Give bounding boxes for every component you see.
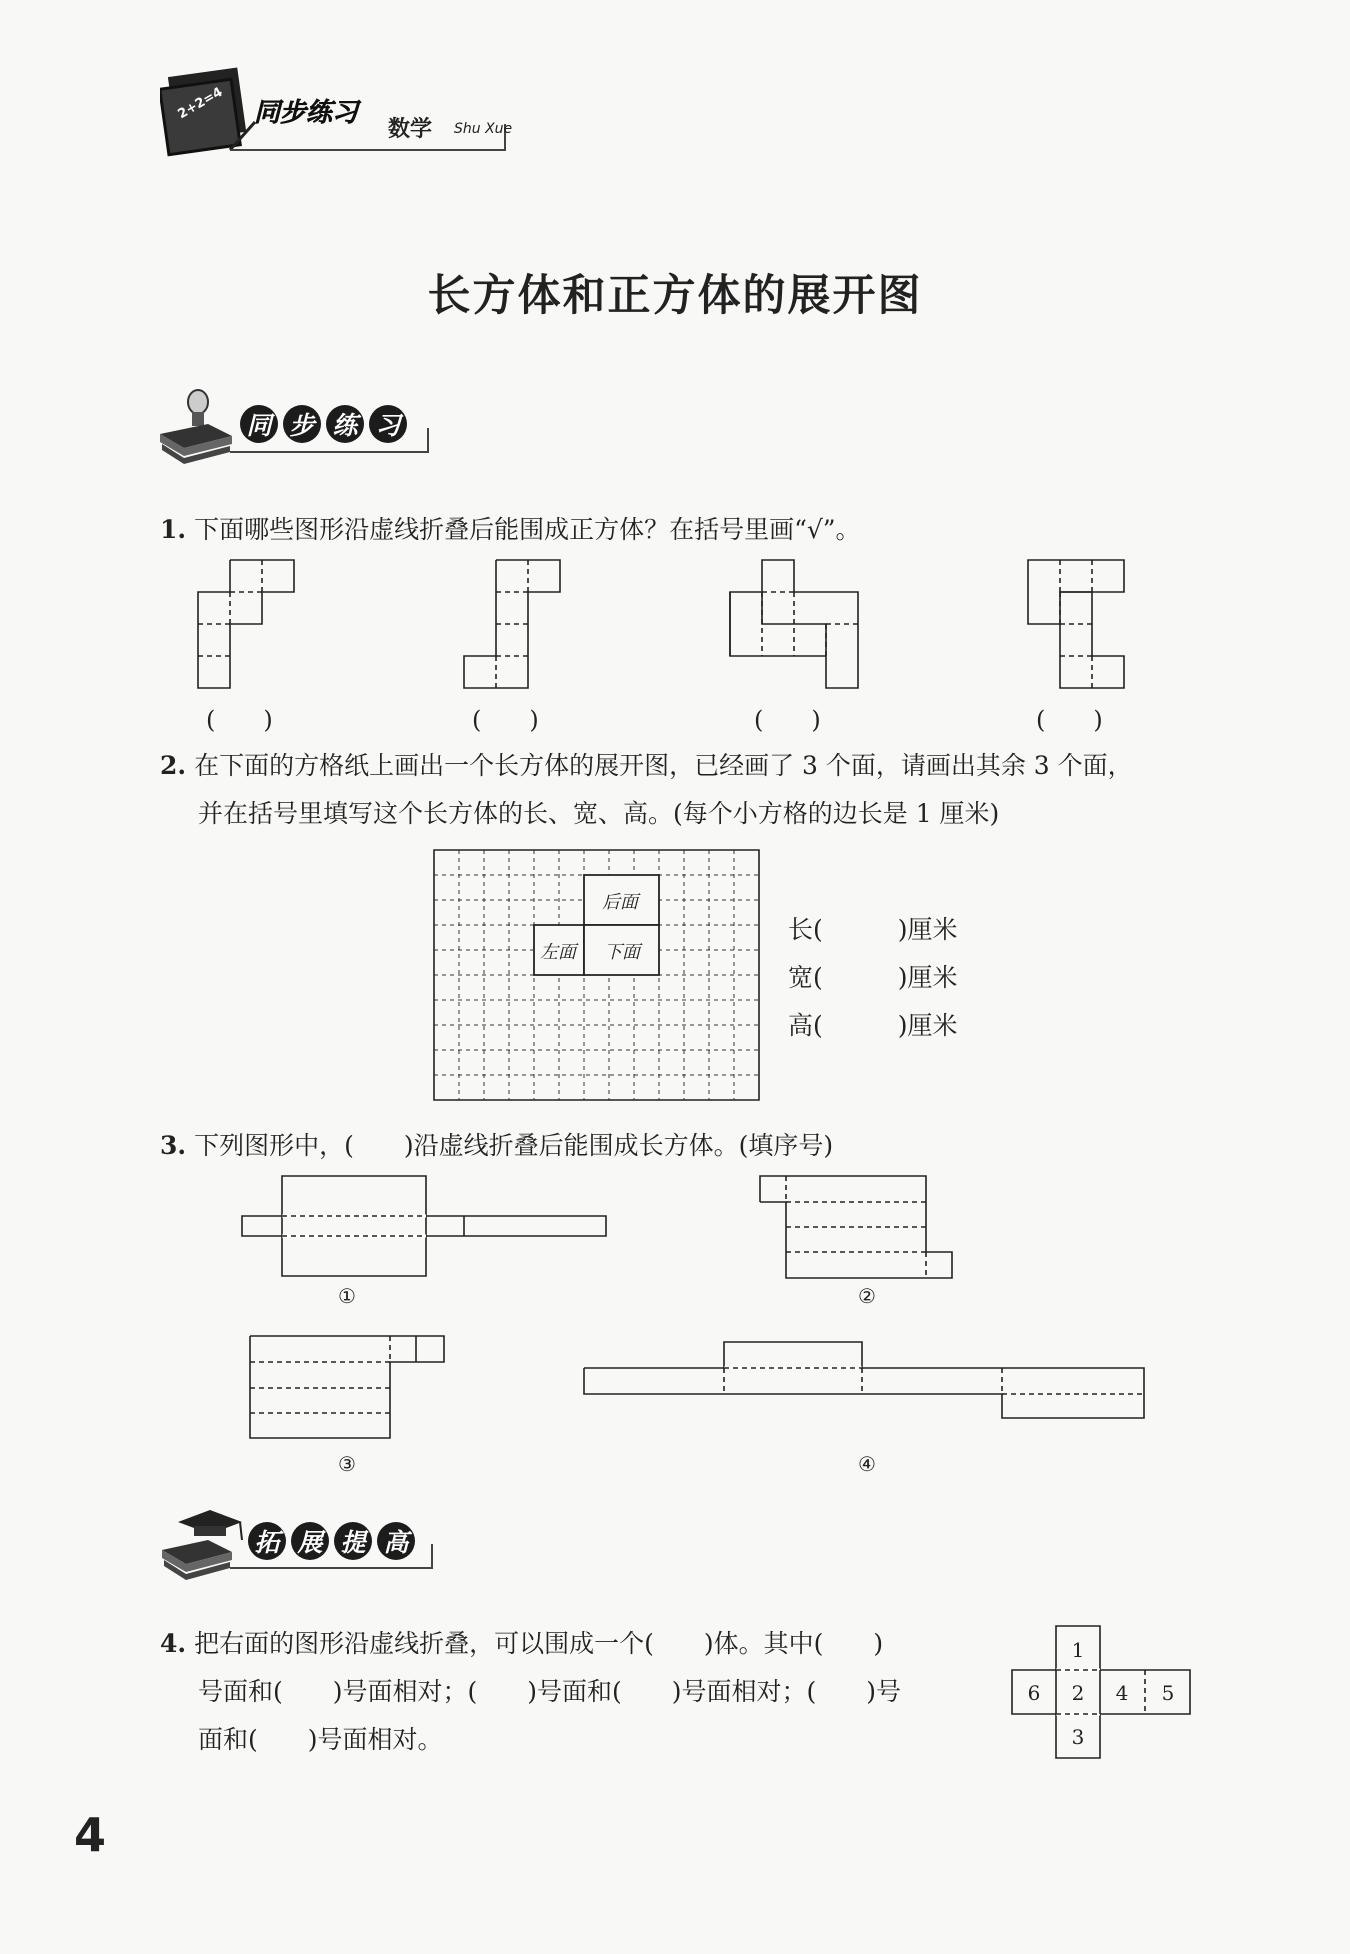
figure-label-2: ② — [858, 1284, 876, 1308]
figure-label-1: ① — [338, 1284, 356, 1308]
question-4-line-3: 面和( )号面相对。 — [198, 1725, 443, 1754]
page-number: 4 — [74, 1808, 107, 1862]
badge-char: 拓 — [248, 1522, 286, 1560]
net-face-2: 2 — [1071, 1681, 1085, 1705]
question-text: 下列图形中，( )沿虚线折叠后能围成长方体。(填序号) — [194, 1131, 834, 1160]
question-number: 3. — [160, 1131, 187, 1160]
face-bottom-label: 下面 — [604, 942, 640, 963]
series-name: 同步练习 — [254, 98, 359, 128]
subject-name: 数学 — [388, 117, 433, 142]
badge-char: 提 — [334, 1522, 372, 1560]
net-face-4: 4 — [1115, 1681, 1129, 1705]
board-text: 2+2=4 — [175, 84, 226, 123]
badge-char: 同 — [240, 405, 278, 443]
badge-char: 练 — [326, 405, 364, 443]
height-answer[interactable]: 高( )厘米 — [788, 1011, 958, 1040]
question-number: 4. — [160, 1629, 187, 1658]
net-face-3: 3 — [1071, 1725, 1085, 1749]
question-text: 下面哪些图形沿虚线折叠后能围成正方体？在括号里画“√”。 — [194, 515, 861, 544]
question-4-line-2: 号面和( )号面相对；( )号面和( )号面相对；( )号 — [198, 1677, 902, 1706]
badge-char: 步 — [283, 405, 321, 443]
answer-paren-2[interactable]: ( ) — [472, 706, 539, 734]
question-number: 2. — [160, 751, 187, 780]
answer-paren-3[interactable]: ( ) — [754, 706, 821, 734]
page-title: 长方体和正方体的展开图 — [427, 271, 923, 321]
badge-char: 习 — [369, 405, 407, 443]
answer-paren-1[interactable]: ( ) — [206, 706, 273, 734]
width-answer[interactable]: 宽( )厘米 — [788, 963, 958, 992]
figure-label-4: ④ — [858, 1452, 876, 1476]
net-face-1: 1 — [1071, 1638, 1085, 1662]
subject-pinyin: Shu Xue — [454, 121, 513, 137]
question-text: 把右面的图形沿虚线折叠，可以围成一个( )体。其中( ) — [194, 1629, 884, 1658]
question-2-line-2: 并在括号里填写这个长方体的长、宽、高。(每个小方格的边长是 1 厘米) — [198, 799, 1000, 828]
face-left-label: 左面 — [540, 942, 576, 963]
question-number: 1. — [160, 515, 187, 544]
badge-char: 高 — [377, 1522, 415, 1560]
answer-paren-4[interactable]: ( ) — [1036, 706, 1103, 734]
figure-label-3: ③ — [338, 1452, 356, 1476]
length-answer[interactable]: 长( )厘米 — [788, 915, 958, 944]
net-face-5: 5 — [1161, 1681, 1175, 1705]
net-face-6: 6 — [1027, 1681, 1041, 1705]
badge-char: 展 — [291, 1522, 329, 1560]
question-text: 在下面的方格纸上画出一个长方体的展开图，已经画了 3 个面，请画出其余 3 个面， — [194, 751, 1133, 780]
face-back-label: 后面 — [602, 892, 638, 913]
